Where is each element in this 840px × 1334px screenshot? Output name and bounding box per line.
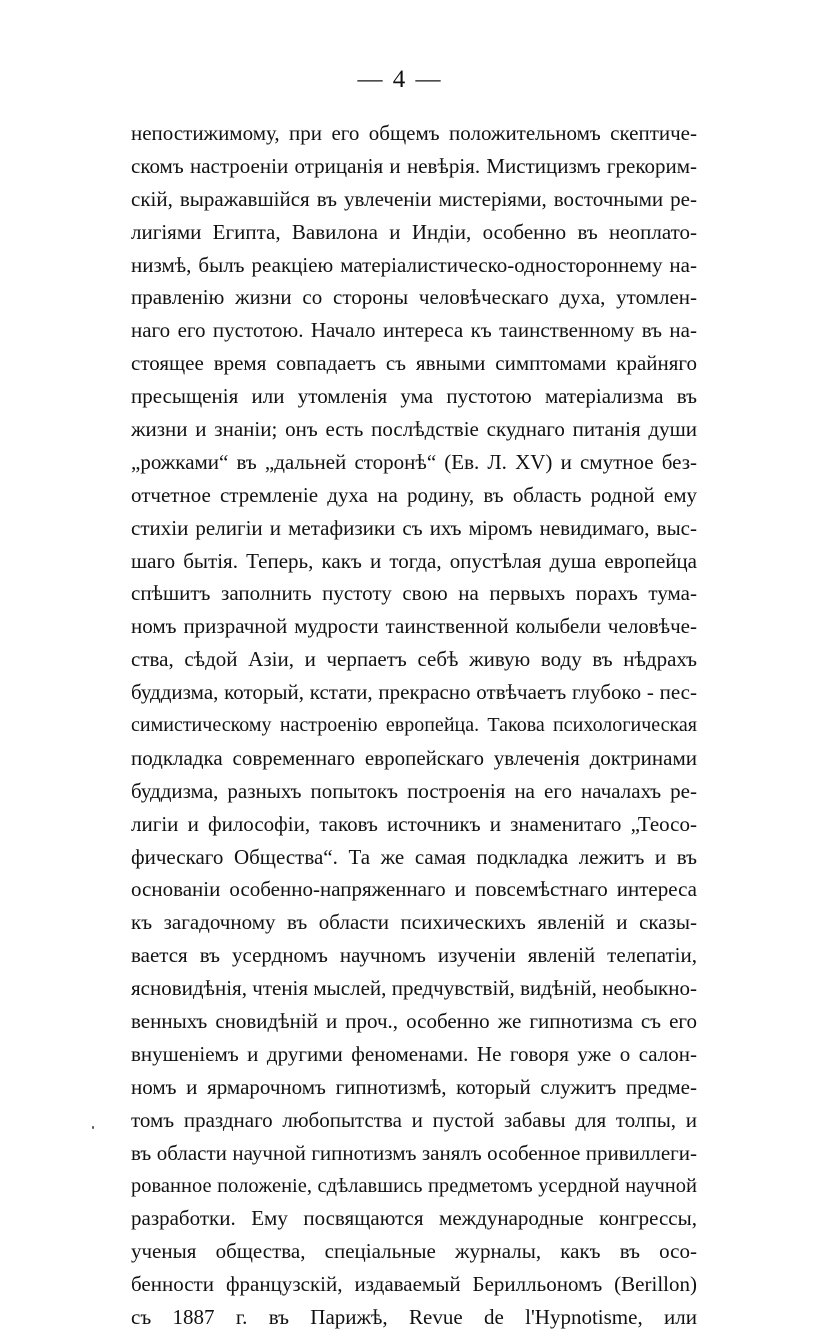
text-line: лигiи и философiи, таковъ источникъ и знаменитаго „Теосо- — [131, 811, 697, 836]
text-line: къ загадочному въ области психическихъ явленiй и сказы- — [131, 910, 697, 935]
page-number: — 4 — — [357, 66, 443, 93]
text-line: наго его пустотою. Начало интереса къ таинственному въ на- — [131, 318, 697, 343]
text-line: ученыя общества, спецiальные журналы, какъ въ осо- — [131, 1239, 697, 1264]
text-line: томъ празднаго любопытства и пустой забавы для толпы, и — [131, 1107, 697, 1132]
text-line: буддизма, разныхъ попытокъ построенiя на его началахъ ре- — [131, 778, 697, 803]
text-line: спѣшитъ заполнить пустоту свою на первыхъ порахъ тума- — [131, 581, 697, 606]
text-line: ясновидѣнiя, чтенiя мыслей, предчувствiй, видѣнiй, необыкно- — [131, 976, 697, 1001]
text-line: жизни и знанiи; онъ есть послѣдствiе скуднаго питанiя души — [131, 417, 697, 442]
text-line: „рожками“ въ „дальней сторонѣ“ (Ев. Л. XV) и смутное без- — [131, 449, 697, 474]
text-line: отчетное стремленiе духа на родину, въ область родной ему — [131, 482, 697, 507]
body-text — [131, 117, 697, 1334]
text-line: стоящее время совпадаетъ съ явными симптомами крайняго — [131, 351, 697, 376]
text-line: буддизма, который, кстати, прекрасно отвѣчаетъ глубоко - пес- — [131, 680, 697, 705]
text-line: съ 1887 г. въ Парижѣ, Revue de l'Hypnotisme, или — [131, 1305, 697, 1330]
text-line: номъ и ярмарочномъ гипнотизмѣ, который служитъ предме- — [131, 1074, 697, 1099]
text-line: разработки. Ему посвящаются международные конгрессы, — [131, 1206, 697, 1231]
text-line: внушенiемъ и другими феноменами. Не говоря уже о салон- — [131, 1041, 697, 1066]
text-line: бенности французскiй, издаваемый Берилльономъ (Berillon) — [131, 1272, 697, 1297]
text-line: номъ призрачной мудрости таинственной колыбели человѣче- — [131, 614, 697, 639]
text-line: скiй, выражавшiйся въ увлеченiи мистерiями, восточными ре- — [131, 186, 697, 211]
text-line: непостижимому, при его общемъ положительномъ скептиче- — [131, 121, 697, 145]
text-line: лигiями Египта, Вавилона и Индiи, особенно въ неоплато- — [131, 219, 697, 244]
text-line: правленiю жизни со стороны человѣческаго духа, утомлен- — [131, 285, 697, 310]
scan-speck — [92, 1126, 94, 1129]
text-line: рованное положенiе, сдѣлавшись предметомъ усердной научной — [131, 1174, 697, 1197]
text-line: ства, сѣдой Азiи, и черпаетъ себѣ живую воду въ нѣдрахъ — [131, 647, 697, 672]
text-line: скомъ настроенiи отрицанiя и невѣрiя. Мистицизмъ грекорим- — [131, 153, 697, 178]
text-line: подкладка современнаго европейскаго увлеченiя доктринами — [131, 745, 697, 770]
text-line: симистическому настроенiю европейца. Такова психологическая — [131, 714, 697, 737]
text-line: венныхъ сновидѣнiй и проч., особенно же гипнотизма съ его — [131, 1009, 697, 1034]
text-line: пресыщенiя или утомленiя ума пустотою матерiализма въ — [131, 384, 697, 409]
text-line: фическаго Общества“. Та же самая подкладка лежитъ и въ — [131, 844, 697, 869]
text-line: низмѣ, былъ реакцiею матерiалистическо-одностороннему на- — [131, 252, 697, 277]
text-line: стихiи религiи и метафизики съ ихъ мiромъ невидимаго, выс- — [131, 515, 697, 540]
text-line: вается въ усердномъ научномъ изученiи явленiй телепатiи, — [131, 943, 697, 968]
text-line: въ области научной гипнотизмъ занялъ особенное привиллеги- — [131, 1140, 697, 1165]
text-line: шаго бытiя. Теперь, какъ и тогда, опустѣлая душа европейца — [131, 548, 697, 573]
text-line: основанiи особенно-напряженнаго и повсемѣстнаго интереса — [131, 877, 697, 902]
